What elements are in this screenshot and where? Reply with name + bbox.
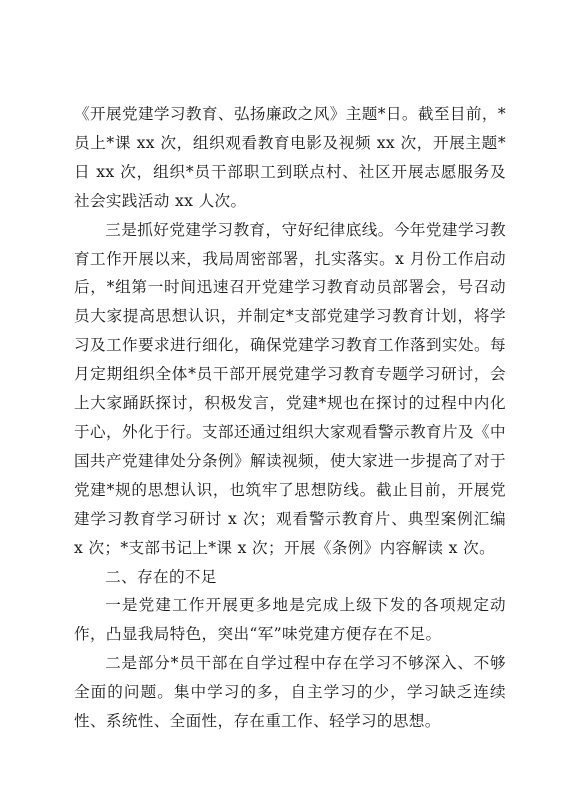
paragraph-shortcoming-two: 二是部分*员干部在自学过程中存在学习不够深入、不够全面的问题。集中学习的多，自主学习的少，学习缺乏连续性、系统性、全面性，存在重工作、轻学习的思想。 bbox=[74, 654, 506, 731]
paragraph-third-point: 三是抓好党建学习教育，守好纪律底线。今年党建学习教育工作开展以来，我局周密部署，扎实落实。x 月份工作启动后，*组第一时间迅速召开党建学习教育动员部署会，号召动员大家提高思想认识，并制定*支部党建学习教育计划，将学习及工作要求进行细化，确保党建学习教育工作落到实处。每月定期组织全体*员干部开展党建学习教育专题学习研讨，会上大家踊跃探讨，积极发言，党建*规也在探讨的过程中内化于心，外化于行。支部还通过组织大家观看警示教育片及《中国共产党建律处分条例》解读视频，使大家进一步提高了对于党建*规的思想认识，也筑牢了思想防线。截止目前，开展党建学习教育学习研讨 x 次；观看警示教育片、典型案例汇编 x 次；*支部书记上*课 x 次；开展《条例》内容解读 x 次。 bbox=[74, 220, 506, 557]
paragraph-continuation: 《开展党建学习教育、弘扬廉政之风》主题*日。截至目前，*员上*课 xx 次，组织观看教育电影及视频 xx 次，开展主题*日 xx 次，组织*员干部职工到联点村、社区开展志愿服务及社会实践活动 xx 人次。 bbox=[74, 105, 506, 210]
section-heading-shortcomings: 二、存在的不足 bbox=[105, 567, 217, 586]
paragraph-shortcoming-one: 一是党建工作开展更多地是完成上级下发的各项规定动作，凸显我局特色，突出“军”味党建方便存在不足。 bbox=[74, 596, 506, 644]
document-page bbox=[74, 100, 506, 736]
